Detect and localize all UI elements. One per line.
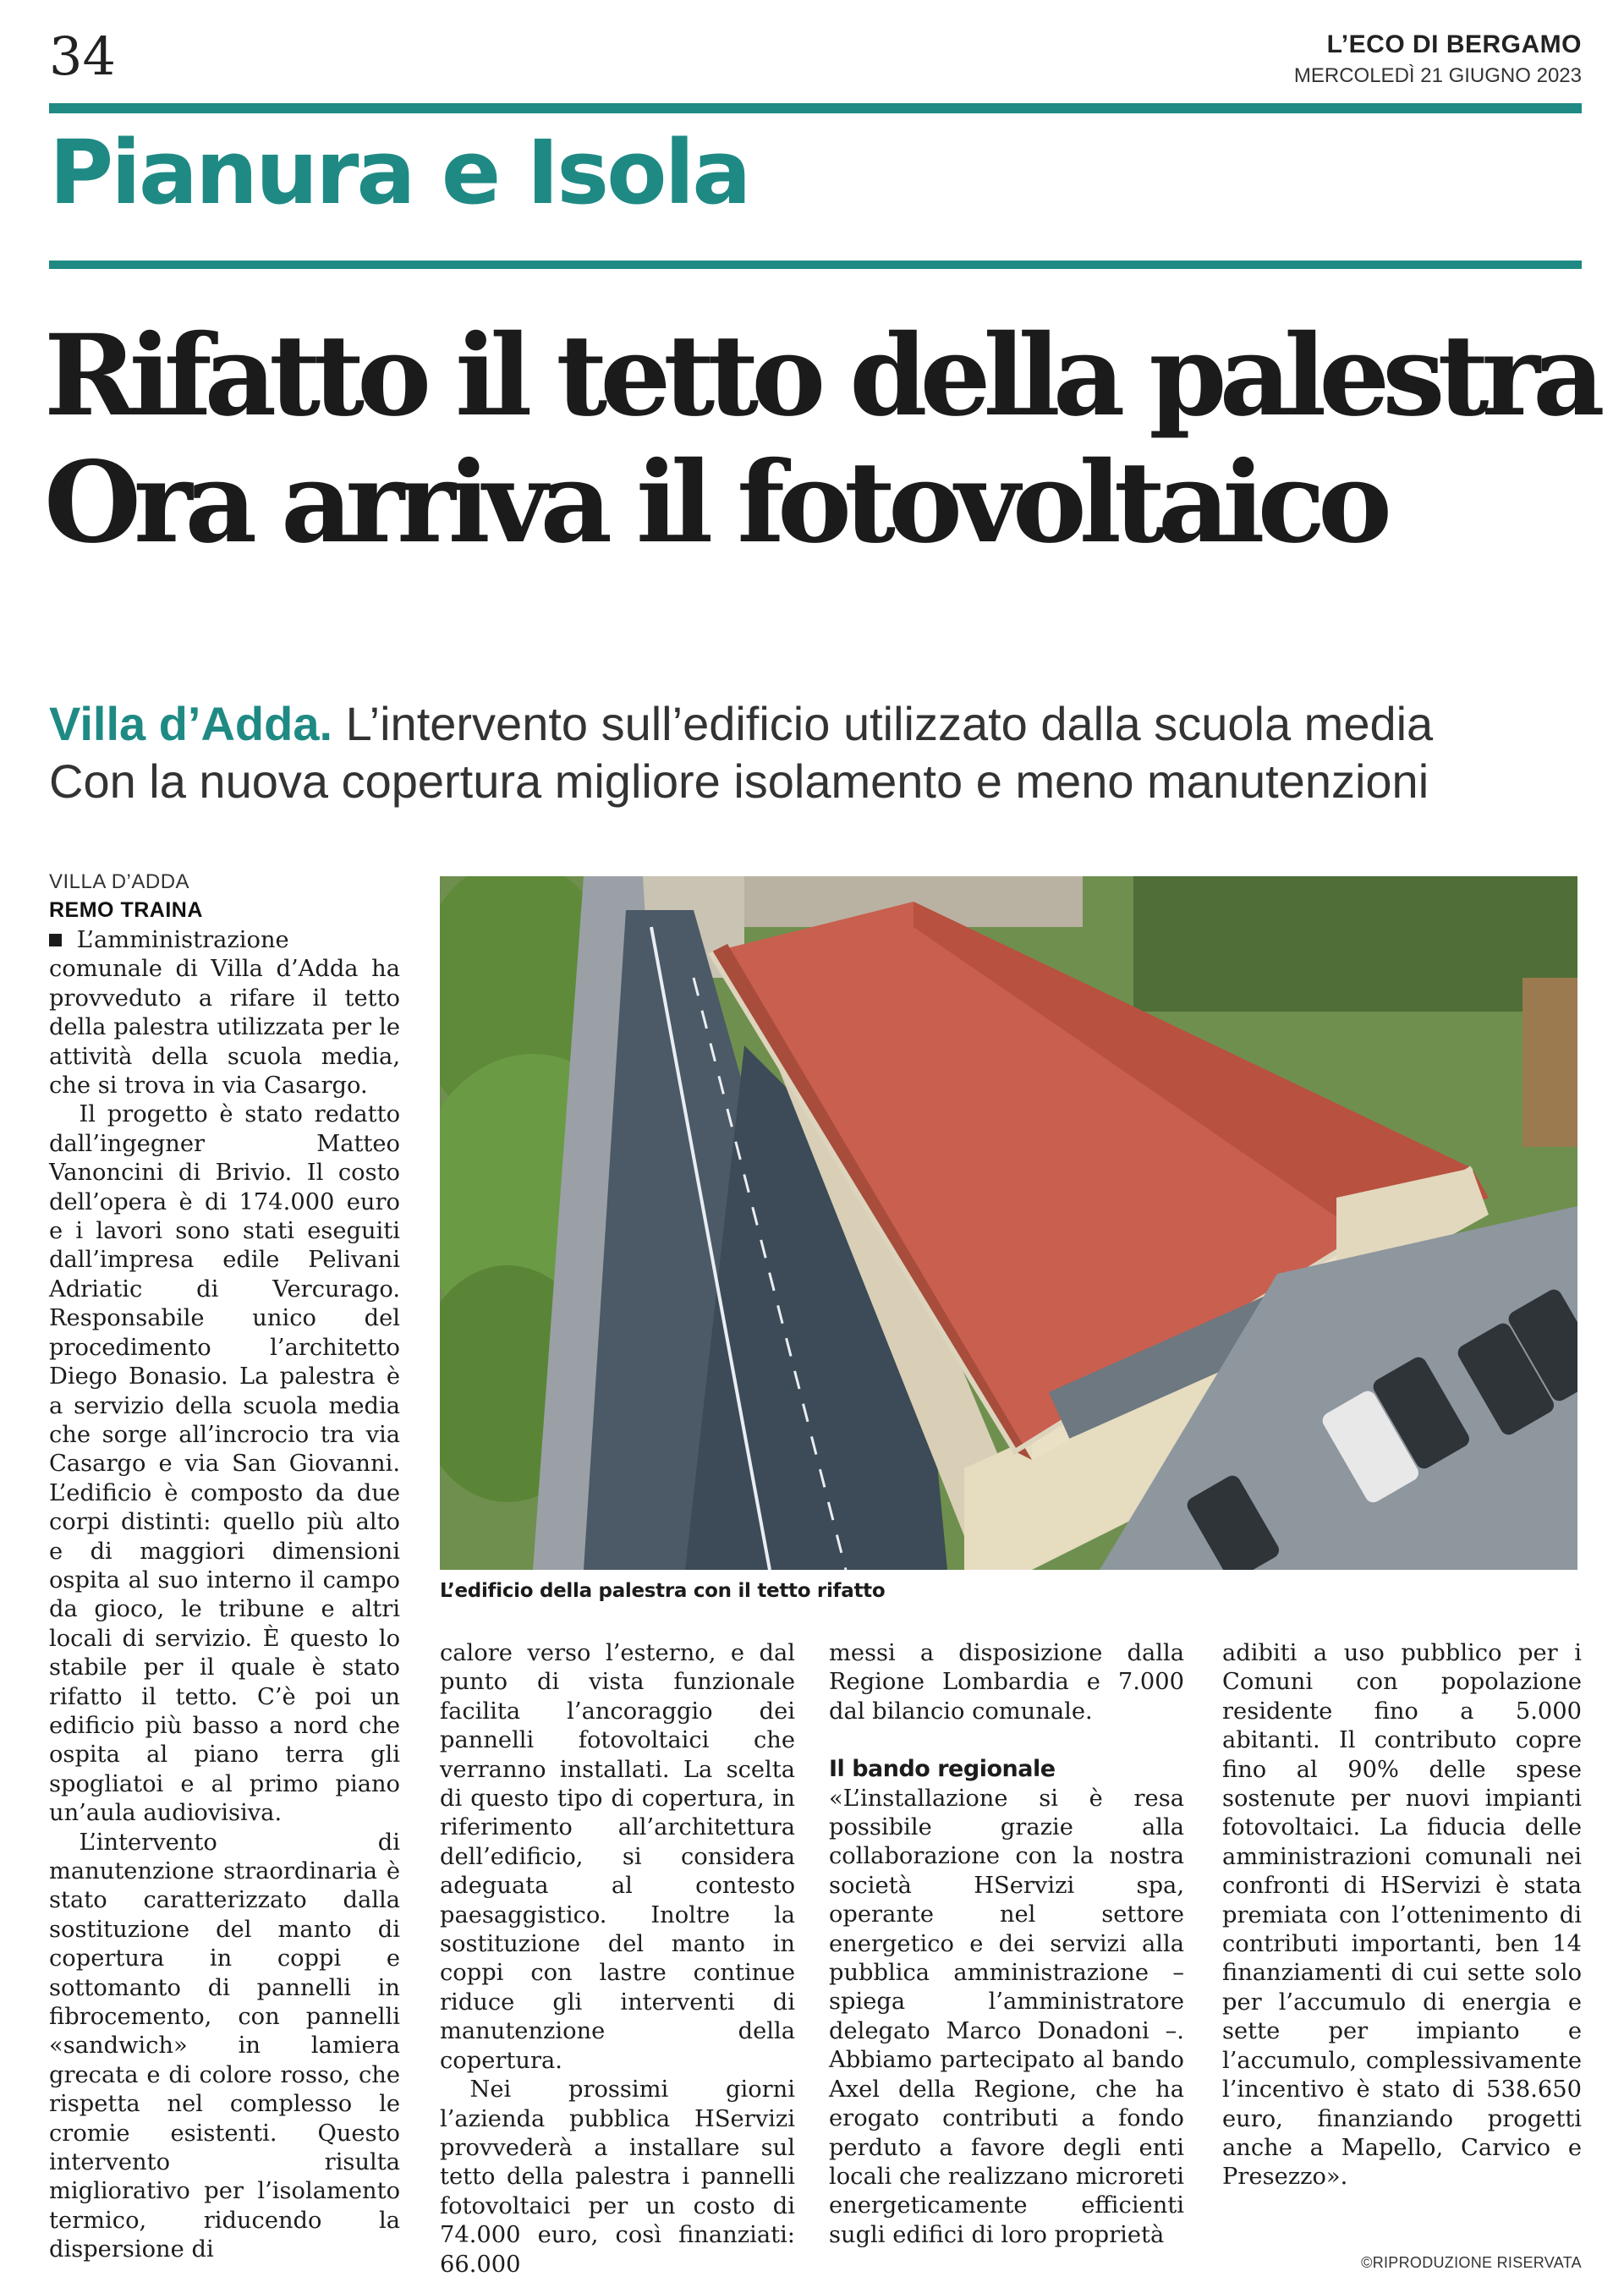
article-paragraph-4: Nei prossimi giorni l’azienda pubblica HServizi provvederà a installare sul tetto della palestra i pannelli fotovoltaici per un costo di 74.000 euro, così finanziati: 66.000 [440,2076,795,2278]
masthead [1294,30,1582,88]
subtitle-line-2: Con la nuova copertura migliore isolamento e meno manutenzioni [49,754,1429,808]
section-rule-top [49,103,1582,113]
article-column-2 [440,1639,795,2279]
page-number: 34 [49,25,116,87]
photo-caption: L’edificio della palestra con il tetto rifatto [440,1580,886,1602]
headline [44,310,1600,568]
aerial-gym-photo [440,876,1577,1570]
article-column-4 [1222,1639,1582,2192]
article-paragraph-4-continued: messi a disposizione dalla Regione Lombardia e 7.000 dal bilancio comunale. [829,1640,1184,1725]
dateline-location: VILLA D’ADDA [49,870,190,893]
issue-date: MERCOLEDÌ 21 GIUGNO 2023 [1293,64,1582,87]
article-paragraph-3-continued: calore verso l’esterno, e dal punto di vista funzionale facilita l’ancoraggio dei pannelli fotovoltaici che verranno installati. La scelta di questo tipo di copertura, in riferimento all’architettura dell’edificio, si considera adeguata al contesto paesaggistico. Inoltre la sostituzione del manto in coppi con lastre continue riduce gli interventi di manutenzione della copertura. [440,1640,795,2074]
article-paragraph-2: Il progetto è stato redatto dall’ingegner Matteo Vanoncini di Brivio. Il costo dell’opera è di 174.000 euro e i lavori sono stati eseguiti dall’impresa edile Pelivani Adriatic di Vercurago. Responsabile unico del procedimento l’architetto Diego Bonasio. La palestra è a servizio della scuola media che sorge all’incrocio tra via Casargo e via San Giovanni. L’edificio è composto da due corpi distinti: quello più alto e di maggiori dimensioni ospita al suo interno il campo da gioco, le tribune e altri locali di servizio. È questo lo stabile per il quale è stato rifatto il tetto. C’è poi un edificio più basso a nord che ospita al piano terra gli spogliatoi e al primo piano un’aula audiovisiva. [49,1101,400,1827]
newspaper-name: L’ECO DI BERGAMO [1326,30,1582,58]
headline-line-2: Ora arriva il fotovoltaico [44,437,1385,568]
article-subhead: Il bando regionale [829,1756,1056,1783]
article-photo [440,876,1577,1570]
subtitle-kicker: Villa d’Adda. [49,697,333,750]
subtitle [49,695,1582,810]
article-column-1 [49,926,400,2265]
article-paragraph-3: L’intervento di manutenzione straordinaria è stato caratterizzato dalla sostituzione del manto di copertura in coppi e sottomanto di pannelli in fibrocemento, con pannelli «sandwich» in lamiera grecata e di colore rosso, che rispetta nel complesso le cromie esistenti. Questo intervento risulta migliorativo per l’isolamento termico, riducendo la dispersione di [49,1829,400,2263]
article-paragraph-1: L’amministrazione comunale di Villa d’Adda ha provveduto a rifare il tetto della palestra utilizzata per le attività della scuola media, che si trova in via Casargo. [49,927,400,1100]
subtitle-line-1 [49,695,1582,753]
article-paragraph-5-continued: adibiti a uso pubblico per i Comuni con popolazione residente fino a 5.000 abitanti. Il contributo copre fino al 90% delle spese sostenute per nuovi impianti fotovoltaici. La fiducia delle amministrazioni comunali nei confronti di HServizi è stata premiata con l’ottenimento di contributi importanti, ben 14 finanziamenti di cui sette solo per l’accumulo di energia e sette per impianto e l’accumulo, complessivamente l’incentivo è stato di 538.650 euro, finanziando progetti anche a Mapello, Carvico e Presezzo». [1222,1640,1582,2191]
copyright-notice: ©RIPRODUZIONE RISERVATA [1361,2254,1582,2271]
article-column-3 [829,1639,1184,2250]
byline-author: REMO TRAINA [49,898,203,922]
section-rule-bottom [49,261,1582,269]
section-title: Pianura e Isola [49,121,749,224]
headline-line-1: Rifatto il tetto della palestra [44,310,1598,442]
subtitle-text-1: L’intervento sull’edificio utilizzato dalla scuola media [345,697,1434,750]
article-paragraph-5: «L’installazione si è resa possibile grazie alla collaborazione con la nostra società HServizi spa, operante nel settore energetico e dei servizi alla pubblica amministrazione – spiega l’amministratore delegato Marco Donadoni –. Abbiamo partecipato al bando Axel della Regione, che ha erogato contributi a fondo perduto a favore degli enti locali che realizzano microreti energeticamente efficienti sugli edifici di loro proprietà [829,1785,1184,2248]
